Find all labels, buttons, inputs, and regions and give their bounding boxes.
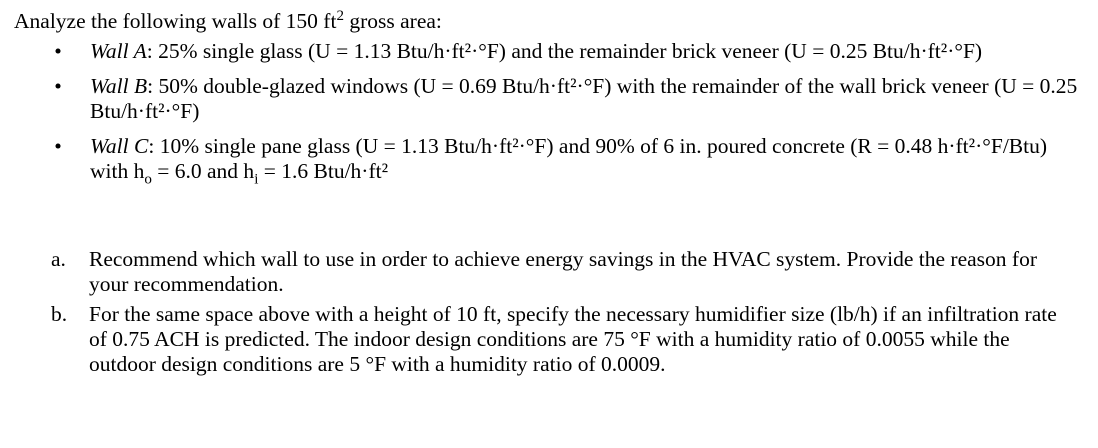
question-a-text: Recommend which wall to use in order to achieve energy savings in the HVAC system. Provide the reason for your recommendation. (89, 247, 1037, 296)
wall-c-text-before: : 10% single pane glass (U = 1.13 Btu/h·ft²·°F) and 90% of 6 in. poured concrete (R = 0.48 h·ft²·°F/Btu) with h (90, 134, 1048, 183)
wall-list-item-b (0, 74, 1098, 124)
question-b (0, 302, 1098, 377)
bullet-icon: • (54, 74, 62, 98)
wall-b-text: : 50% double-glazed windows (U = 0.69 Btu/h·ft²·°F) with the remainder of the wall brick veneer (U = 0.25 Btu/h·ft²·°F) (90, 74, 1078, 123)
wall-list-item-c (0, 134, 1098, 188)
wall-c-text-mid: = 6.0 and h (151, 159, 255, 183)
wall-a-text: : 25% single glass (U = 1.13 Btu/h·ft²·°F) and the remainder brick veneer (U = 0.25 Btu/h·ft²·°F) (146, 39, 983, 63)
wall-c-subscript-i: i (254, 171, 259, 188)
question-b-text: For the same space above with a height of 10 ft, specify the necessary humidifier size (lb/h) if an infiltration rate of 0.75 ACH is predicted. The indoor design conditions are 75 °F with a humidity ratio of 0.0055 while the outdoor design conditions are 5 °F with a humidity ratio of 0.0009. (89, 302, 1057, 376)
bullet-icon: • (54, 39, 62, 63)
wall-b-description (90, 74, 1080, 124)
question-a (0, 247, 1098, 297)
wall-c-name: Wall C (90, 134, 149, 158)
intro-superscript: 2 (336, 7, 344, 24)
question-a-label: a. (51, 247, 66, 271)
wall-list (0, 39, 1098, 194)
wall-c-subscript-o: o (144, 171, 152, 188)
intro-suffix: gross area: (343, 9, 442, 33)
question-list (0, 247, 1098, 382)
wall-c-text-after: = 1.6 Btu/h·ft² (258, 159, 389, 183)
question-b-label: b. (51, 302, 68, 326)
intro-prefix: Analyze the following walls of 150 ft (14, 9, 337, 33)
intro-line (14, 9, 442, 34)
wall-a-name: Wall A (90, 39, 147, 63)
wall-a-description (90, 39, 1080, 64)
bullet-icon: • (54, 134, 62, 158)
wall-list-item-a (0, 39, 1098, 64)
wall-b-name: Wall B (90, 74, 148, 98)
wall-c-description (90, 134, 1080, 188)
